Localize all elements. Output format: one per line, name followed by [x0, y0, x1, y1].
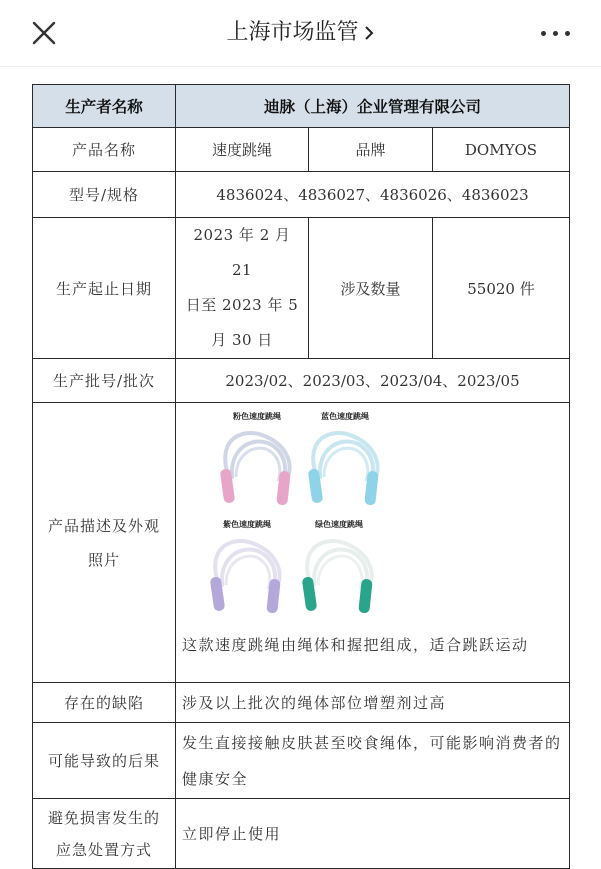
table-row: [33, 403, 570, 683]
table-row: [33, 723, 570, 799]
jump-rope-photo: [294, 411, 396, 506]
table-row: [33, 799, 570, 869]
date-line-1: 2023 年 2 月 21: [193, 226, 291, 279]
description-text: 这款速度跳绳由绳体和握把组成，适合跳跃运动: [182, 636, 529, 654]
rope-cord: [226, 556, 270, 589]
brand-label: 品牌: [309, 128, 433, 172]
defect-label: 存在的缺陷: [33, 683, 176, 723]
action-label-line-2: 应急处置方式: [55, 840, 152, 859]
date-line-2: 日至 2023 年 5: [185, 296, 299, 314]
jump-rope-image: [294, 425, 396, 507]
batch-label: 生产批号/批次: [33, 359, 176, 403]
table-header-row: [33, 85, 570, 128]
quantity-value: 55020 件: [433, 218, 570, 359]
rope-cord: [324, 448, 368, 481]
action-label-line-1: 避免损害发生的: [47, 808, 160, 827]
account-title-link[interactable]: [0, 16, 601, 50]
table-row: [33, 359, 570, 403]
consequence-value: 发生直接接触皮肤甚至咬食绳体，可能影响消费者的健康安全: [176, 723, 570, 799]
description-cell: [176, 403, 570, 683]
product-name-value: 速度跳绳: [176, 128, 309, 172]
product-photos: [182, 407, 563, 627]
action-value: 立即停止使用: [176, 799, 570, 869]
rope-cord: [318, 556, 362, 589]
manufacturer-value: 迪脉（上海）企业管理有限公司: [176, 85, 570, 128]
jump-rope-photo: [206, 411, 308, 506]
action-label: [33, 799, 176, 869]
description-label: [33, 403, 176, 683]
jump-rope-photo: [288, 519, 390, 614]
date-value: [176, 218, 309, 359]
jump-rope-image: [206, 425, 308, 507]
description-label-line-1: 产品描述及外观: [47, 516, 160, 535]
date-line-3: 月 30 日: [211, 331, 273, 349]
photo-caption: 紫色速度跳绳: [223, 520, 271, 529]
defect-value: 涉及以上批次的绳体部位增塑剂过高: [176, 683, 570, 723]
jump-rope-image: [288, 533, 390, 615]
more-icon[interactable]: [539, 20, 573, 46]
table-row: [33, 172, 570, 218]
table-row: [33, 218, 570, 359]
brand-value: DOMYOS: [433, 128, 570, 172]
manufacturer-label: 生产者名称: [33, 85, 176, 128]
table-row: [33, 683, 570, 723]
batch-value: 2023/02、2023/03、2023/04、2023/05: [176, 359, 570, 403]
jump-rope-photo: [196, 519, 298, 614]
description-label-line-2: 照片: [87, 550, 120, 569]
photo-caption: 绿色速度跳绳: [315, 520, 363, 529]
date-label: 生产起止日期: [33, 218, 176, 359]
table-row: [33, 128, 570, 172]
top-navigation-bar: [0, 0, 601, 67]
model-value: 4836024、4836027、4836026、4836023: [176, 172, 570, 218]
account-title: 上海市场监管: [226, 20, 359, 45]
chevron-right-icon: [363, 23, 375, 43]
photo-caption: 粉色速度跳绳: [233, 412, 281, 421]
model-label: 型号/规格: [33, 172, 176, 218]
consequence-label: 可能导致的后果: [33, 723, 176, 799]
jump-rope-image: [196, 533, 298, 615]
rope-cord: [236, 448, 280, 481]
recall-info-table: [32, 84, 570, 869]
photo-caption: 蓝色速度跳绳: [321, 412, 369, 421]
quantity-label: 涉及数量: [309, 218, 433, 359]
product-name-label: 产品名称: [33, 128, 176, 172]
